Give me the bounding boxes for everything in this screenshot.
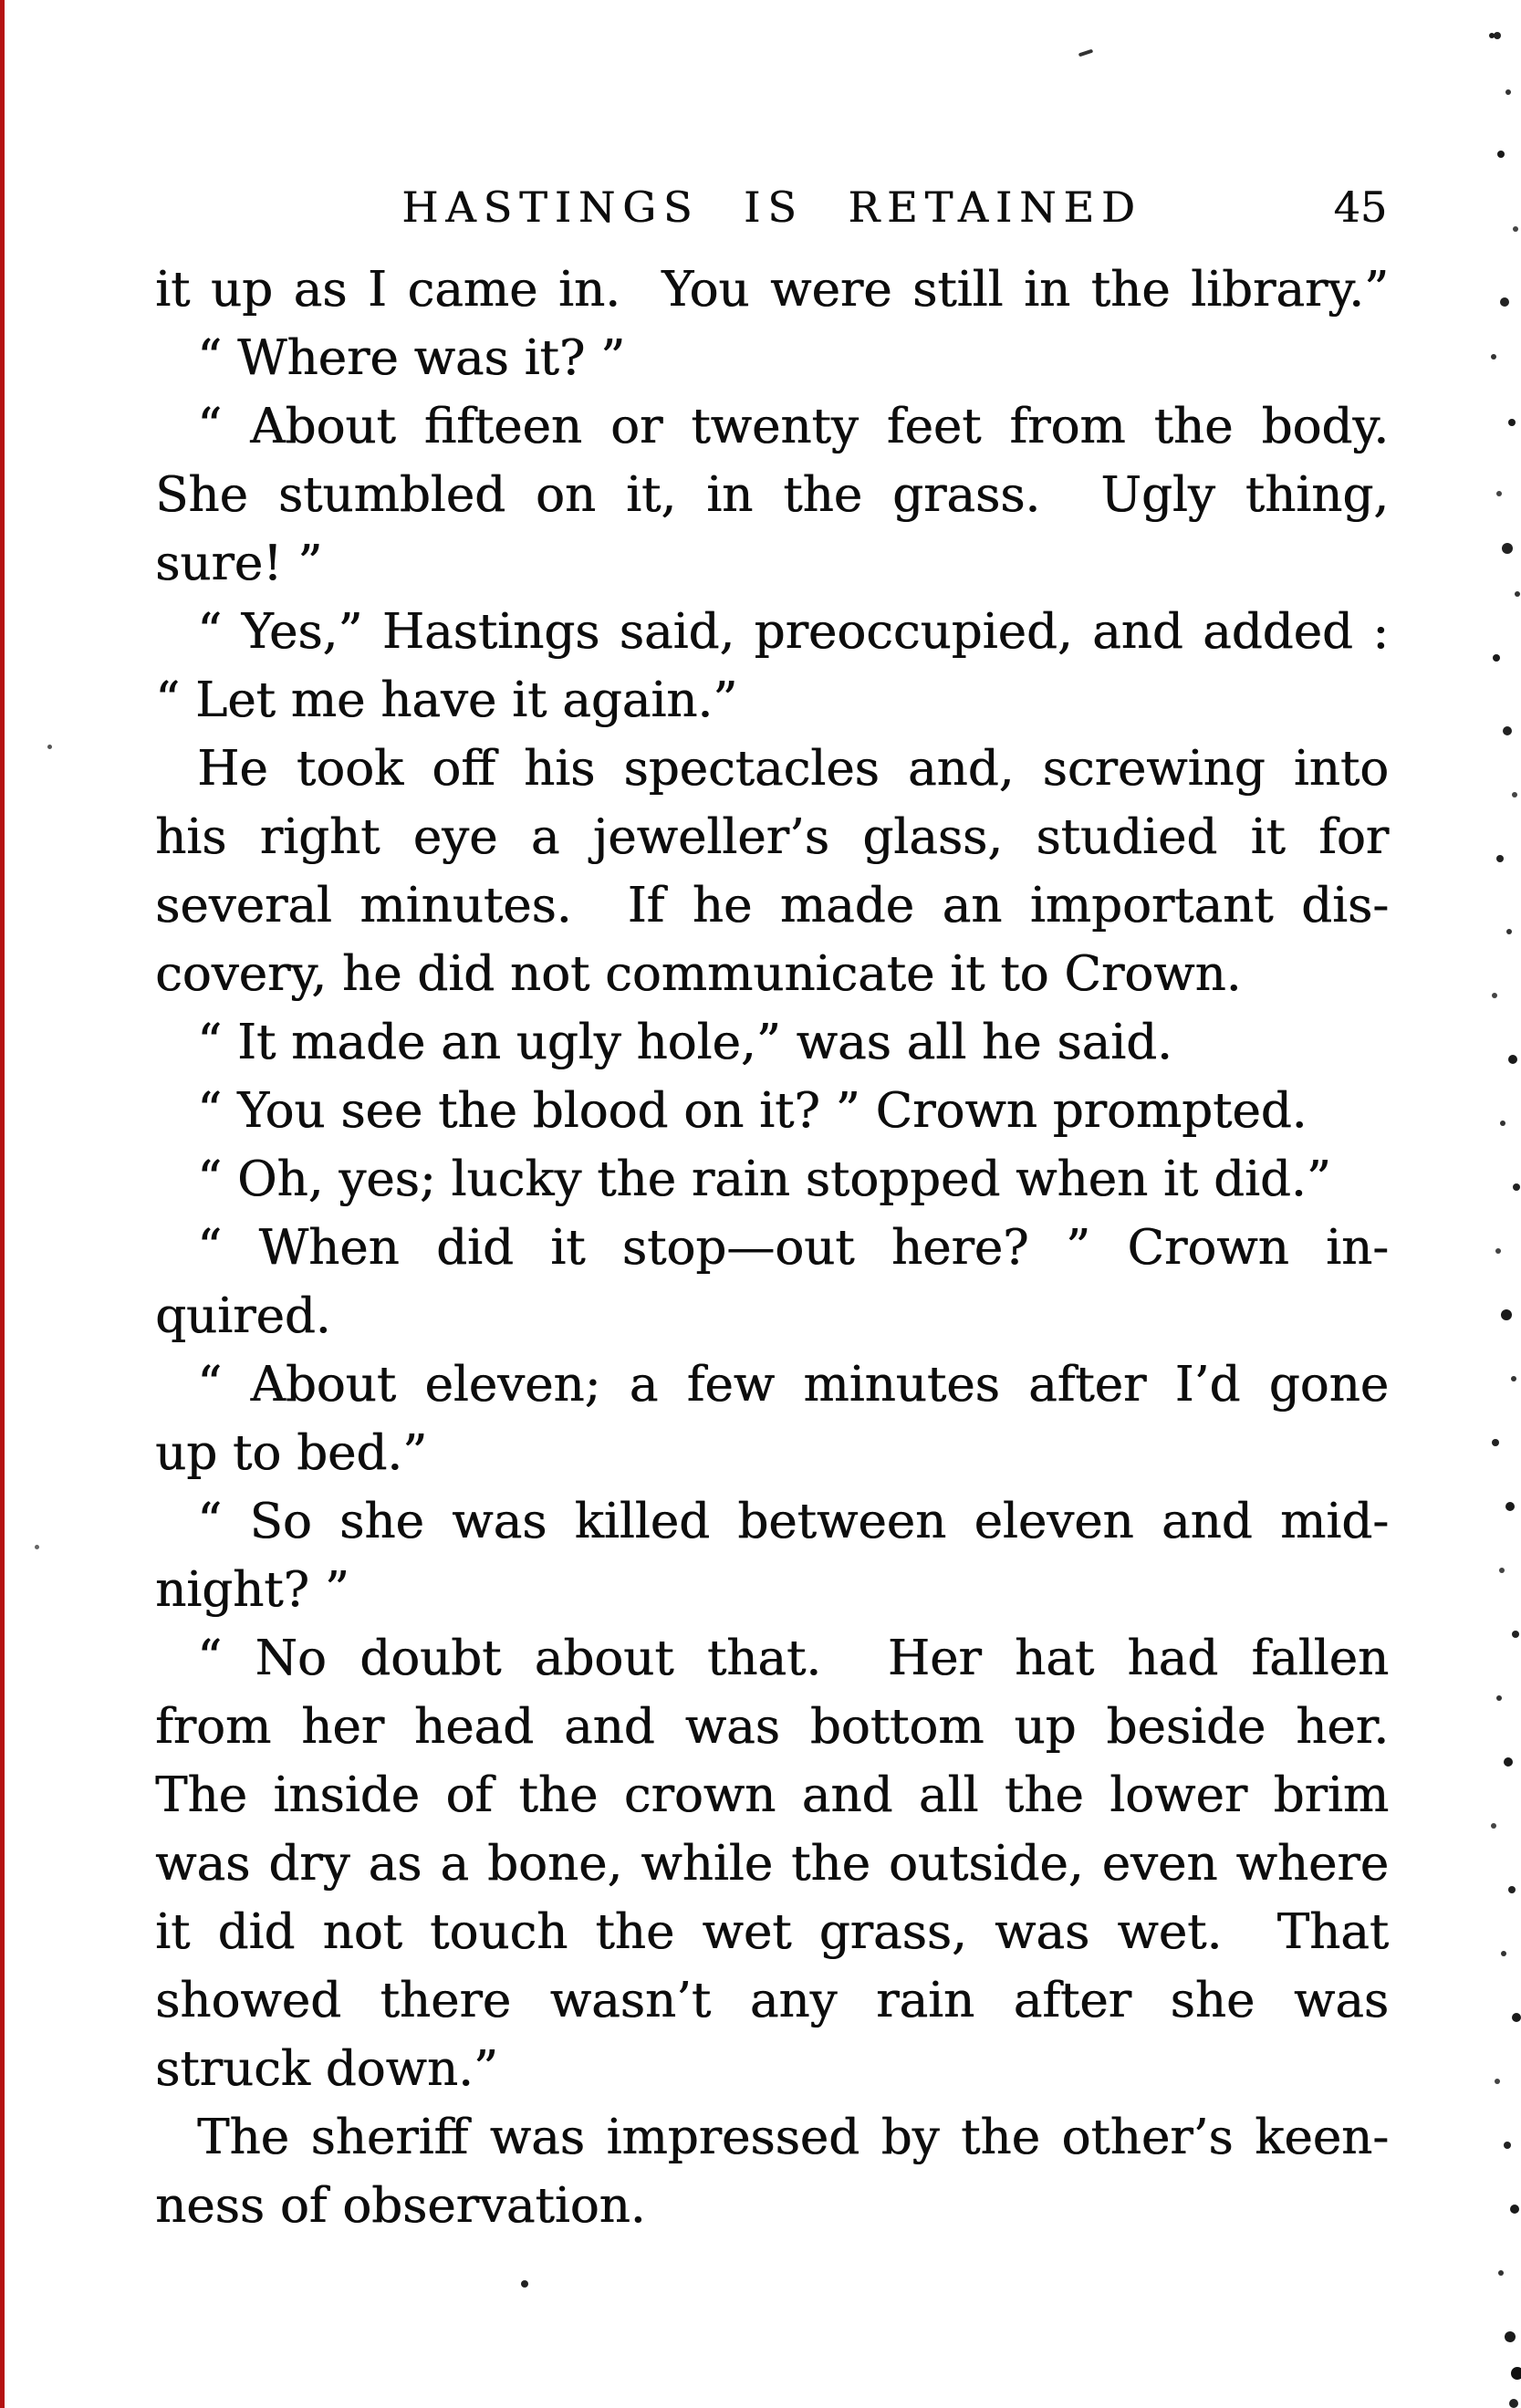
text-line: She stumbled on it, in the grass. Ugly thing,: [155, 467, 1389, 523]
text-line: “ You see the blood on it? ” Crown prompted.: [197, 1083, 1307, 1139]
stray-ink-dot: [35, 1545, 39, 1549]
stray-ink-mark: [1078, 49, 1093, 57]
text-line: several minutes. If he made an important dis-: [155, 878, 1389, 933]
text-line: showed there wasn’t any rain after she was: [155, 1973, 1389, 2028]
text-line: it did not touch the wet grass, was wet. That: [155, 1904, 1389, 1960]
page-number: 45: [1333, 182, 1387, 232]
text-line: his right eye a jeweller’s glass, studied it for: [155, 809, 1389, 865]
text-line: from her head and was bottom up beside her.: [155, 1699, 1389, 1755]
text-line: The sheriff was impressed by the other’s keen-: [197, 2110, 1389, 2165]
scan-noise-right-edge: [1489, 33, 1495, 38]
text-line: “ When did it stop—out here? ” Crown in-: [197, 1220, 1389, 1276]
text-line: struck down.”: [155, 2041, 498, 2097]
text-line: “ Yes,” Hastings said, preoccupied, and added :: [197, 604, 1389, 660]
text-line: night? ”: [155, 1562, 349, 1618]
text-line: “ Oh, yes; lucky the rain stopped when it did.”: [197, 1152, 1331, 1207]
text-line: up to bed.”: [155, 1425, 428, 1481]
text-line: “ About fifteen or twenty feet from the body.: [197, 399, 1389, 454]
stray-ink-dot: [47, 745, 52, 749]
page-header: [155, 179, 1389, 235]
stray-ink-dot: [521, 2280, 528, 2288]
text-line: covery, he did not communicate it to Crown.: [155, 946, 1242, 1002]
scan-left-edge-stripe: [0, 0, 5, 2408]
text-line: The inside of the crown and all the lower brim: [155, 1767, 1389, 1823]
text-line: quired.: [155, 1288, 331, 1344]
text-line: “ No doubt about that. Her hat had fallen: [197, 1631, 1389, 1686]
text-line: He took off his spectacles and, screwing into: [197, 741, 1389, 797]
text-line: “ Let me have it again.”: [155, 672, 738, 728]
text-line: “ About eleven; a few minutes after I’d gone: [197, 1357, 1389, 1412]
body-text: [155, 255, 1389, 2240]
text-line: sure! ”: [155, 536, 323, 591]
text-line: it up as I came in. You were still in the library.”: [155, 262, 1389, 318]
running-title: HASTINGS IS RETAINED: [401, 182, 1142, 232]
text-line: “ It made an ugly hole,” was all he said.: [197, 1015, 1172, 1070]
text-line: “ Where was it? ”: [197, 330, 626, 386]
text-line: ness of observation.: [155, 2178, 646, 2234]
text-line: “ So she was killed between eleven and mid-: [197, 1494, 1389, 1549]
text-line: was dry as a bone, while the outside, even where: [155, 1836, 1389, 1892]
